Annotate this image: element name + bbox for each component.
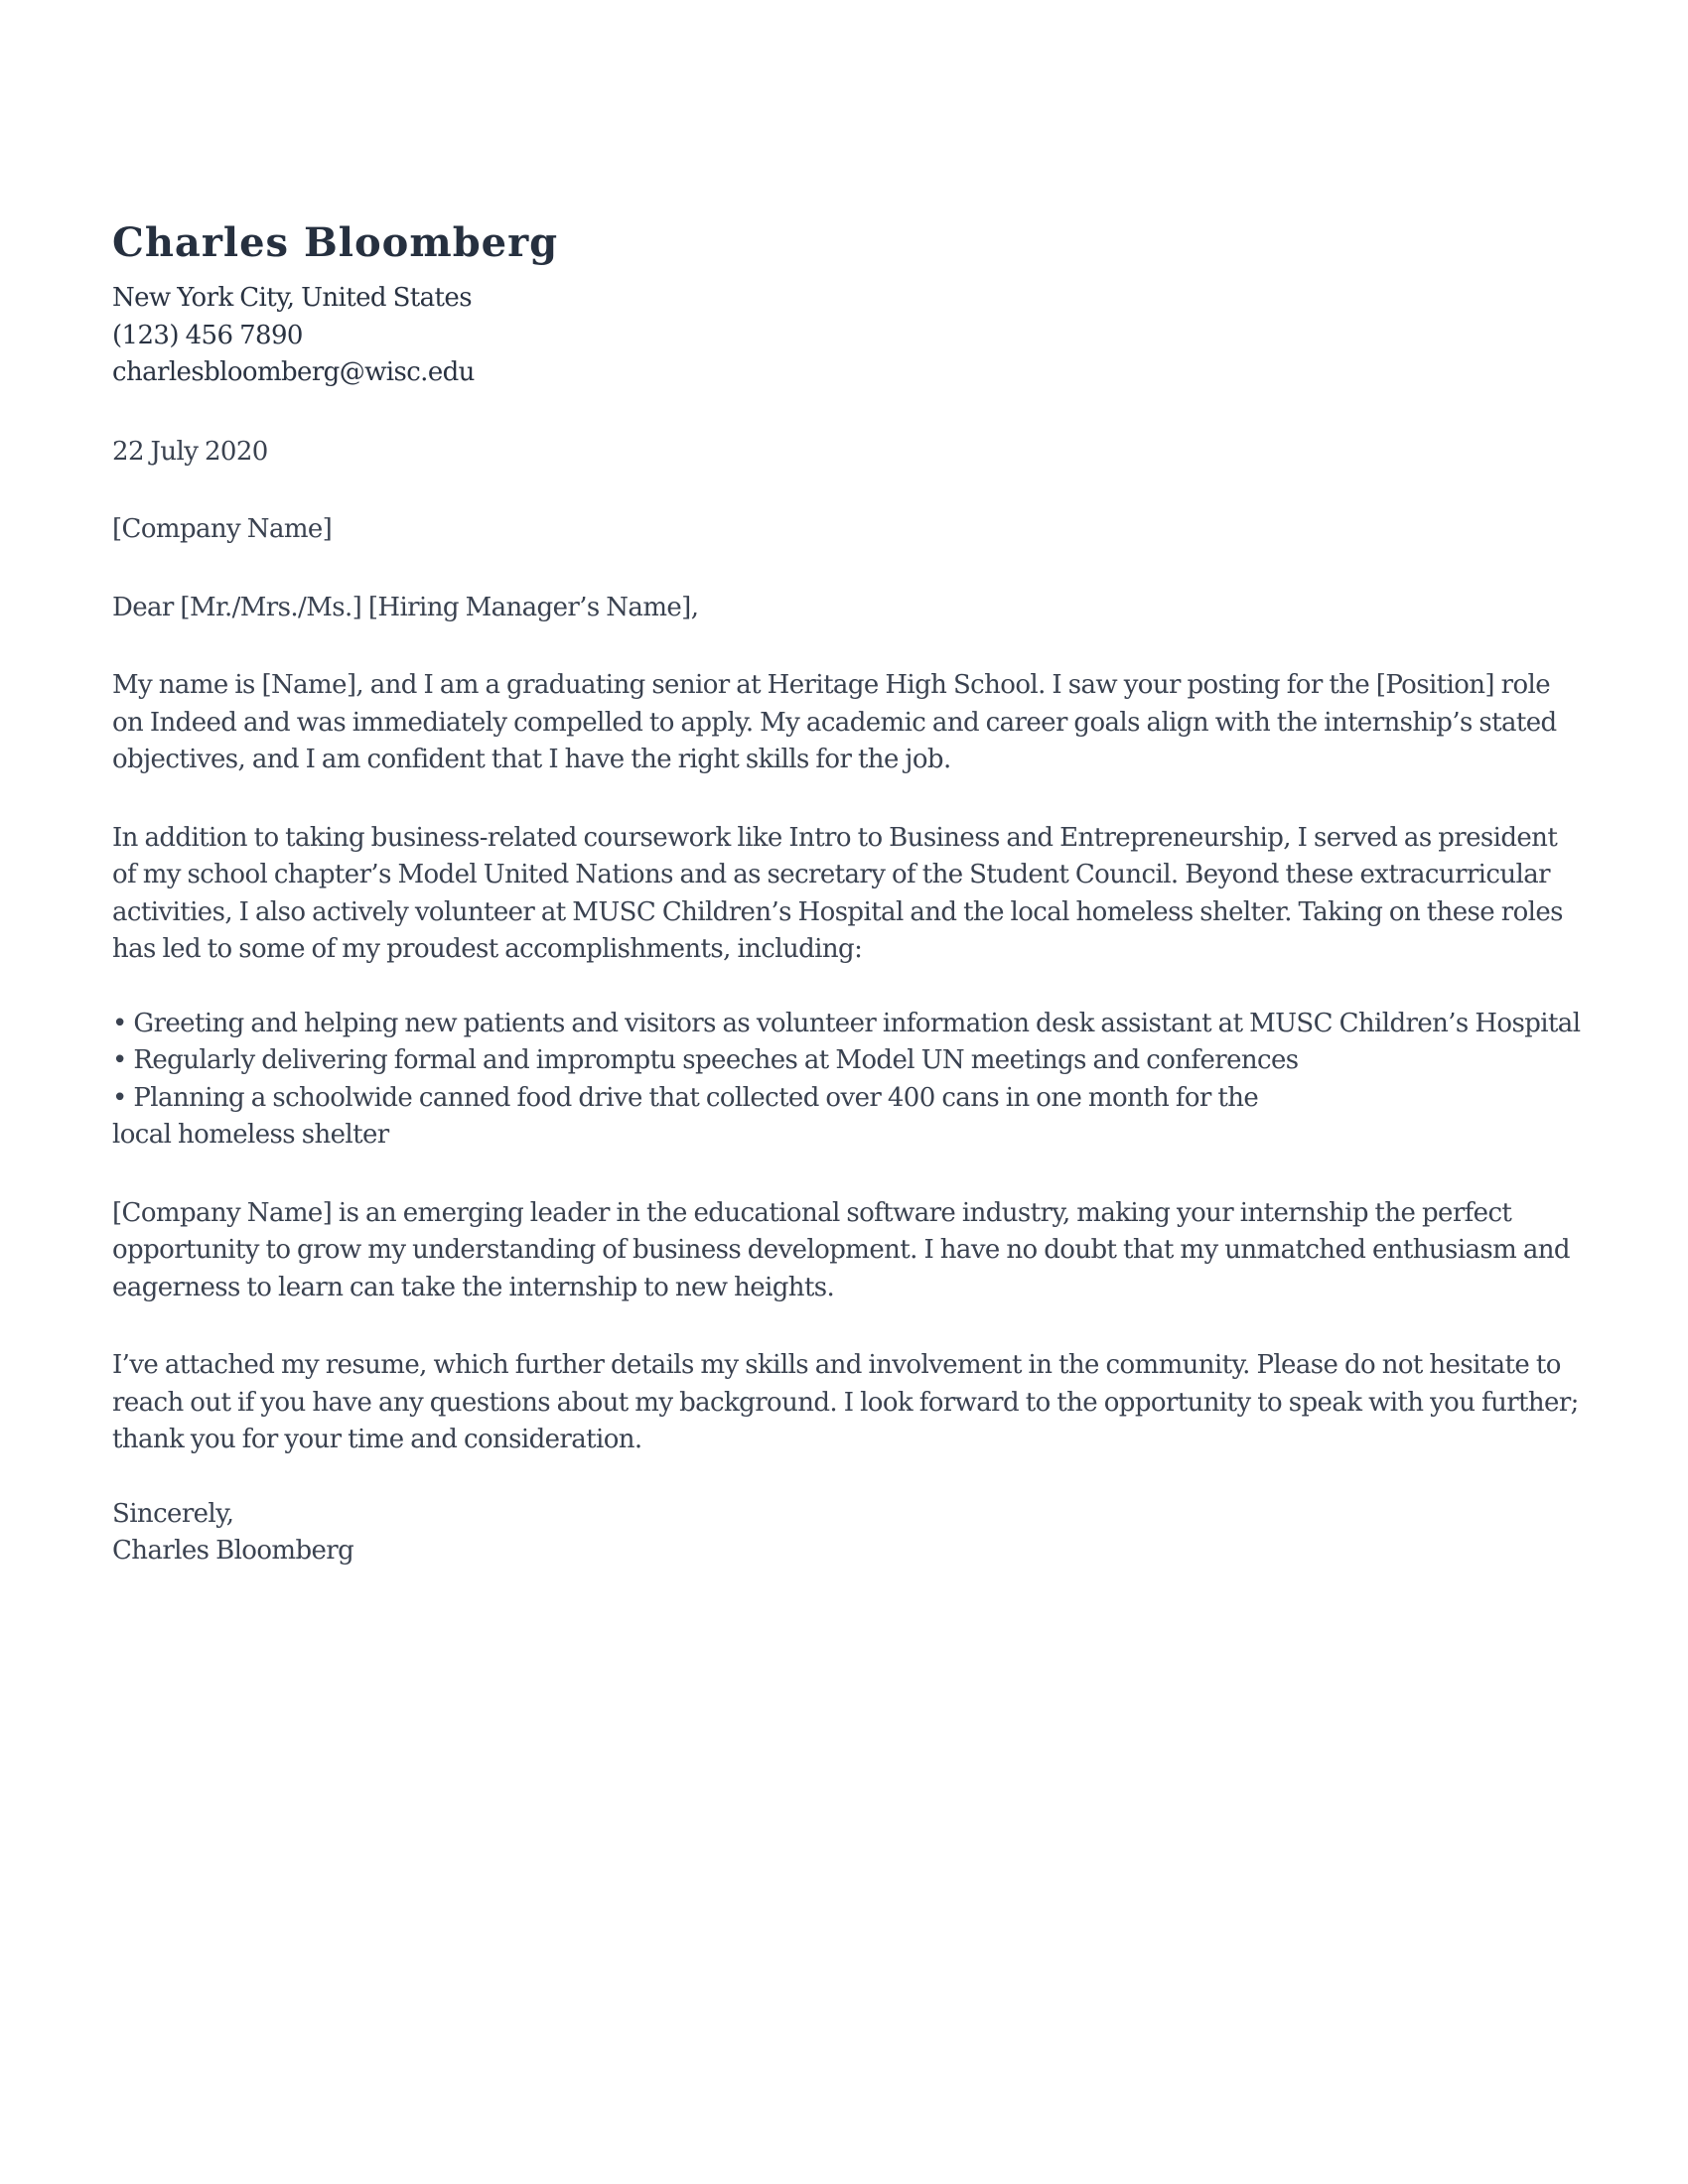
list-item: • Planning a schoolwide canned food drive that collected over 400 cans in one month for the	[112, 1082, 1259, 1113]
body-paragraph-closing: I’ve attached my resume, which further details my skills and involvement in the community. Please do not hesitate to reach out if you have any questions about my background. I look forward to the opportunity to speak with you further; thank you for your time and consideration.	[112, 1350, 1579, 1454]
letter-date: 22 July 2020	[112, 436, 268, 467]
body-paragraph-company: [Company Name] is an emerging leader in the educational software industry, making your internship the perfect opportunity to grow my understanding of business development. I have no doubt that my unmatched enthusiasm and eagerness to learn can take the internship to new heights.	[112, 1197, 1570, 1302]
body-paragraph-intro: My name is [Name], and I am a graduating senior at Heritage High School. I saw your posting for the [Position] role on Indeed and was immediately compelled to apply. My academic and career goals align with the internship’s stated objectives, and I am confident that I have the right skills for the job.	[112, 670, 1557, 774]
salutation: Dear [Mr./Mrs./Ms.] [Hiring Manager’s Name],	[112, 592, 699, 622]
cover-letter	[112, 216, 1582, 1570]
contact-block	[112, 280, 1582, 392]
sender-email: charlesbloomberg@wisc.edu	[112, 357, 475, 387]
recipient-company: [Company Name]	[112, 514, 333, 544]
sender-name: Charles Bloomberg	[112, 219, 559, 266]
sign-off-block	[112, 1496, 1582, 1570]
signature-name: Charles Bloomberg	[112, 1536, 354, 1566]
accomplishments-list	[112, 1006, 1582, 1155]
list-item: • Regularly delivering formal and impromptu speeches at Model UN meetings and conferences	[112, 1045, 1299, 1075]
body-paragraph-experience: In addition to taking business-related coursework like Intro to Business and Entrepreneurship, I served as president of my school chapter’s Model United Nations and as secretary of the Student Council. Beyond these extracurricular activities, I also actively volunteer at MUSC Children’s Hospital and the local homeless shelter. Taking on these roles has led to some of my proudest accomplishments, including:	[112, 822, 1563, 964]
sender-location: New York City, United States	[112, 283, 472, 313]
sign-off: Sincerely,	[112, 1498, 234, 1529]
list-item: • Greeting and helping new patients and visitors as volunteer information desk assistant at MUSC Children’s Hospital	[112, 1008, 1581, 1038]
sender-phone: (123) 456 7890	[112, 320, 303, 350]
list-item: local homeless shelter	[112, 1120, 389, 1150]
